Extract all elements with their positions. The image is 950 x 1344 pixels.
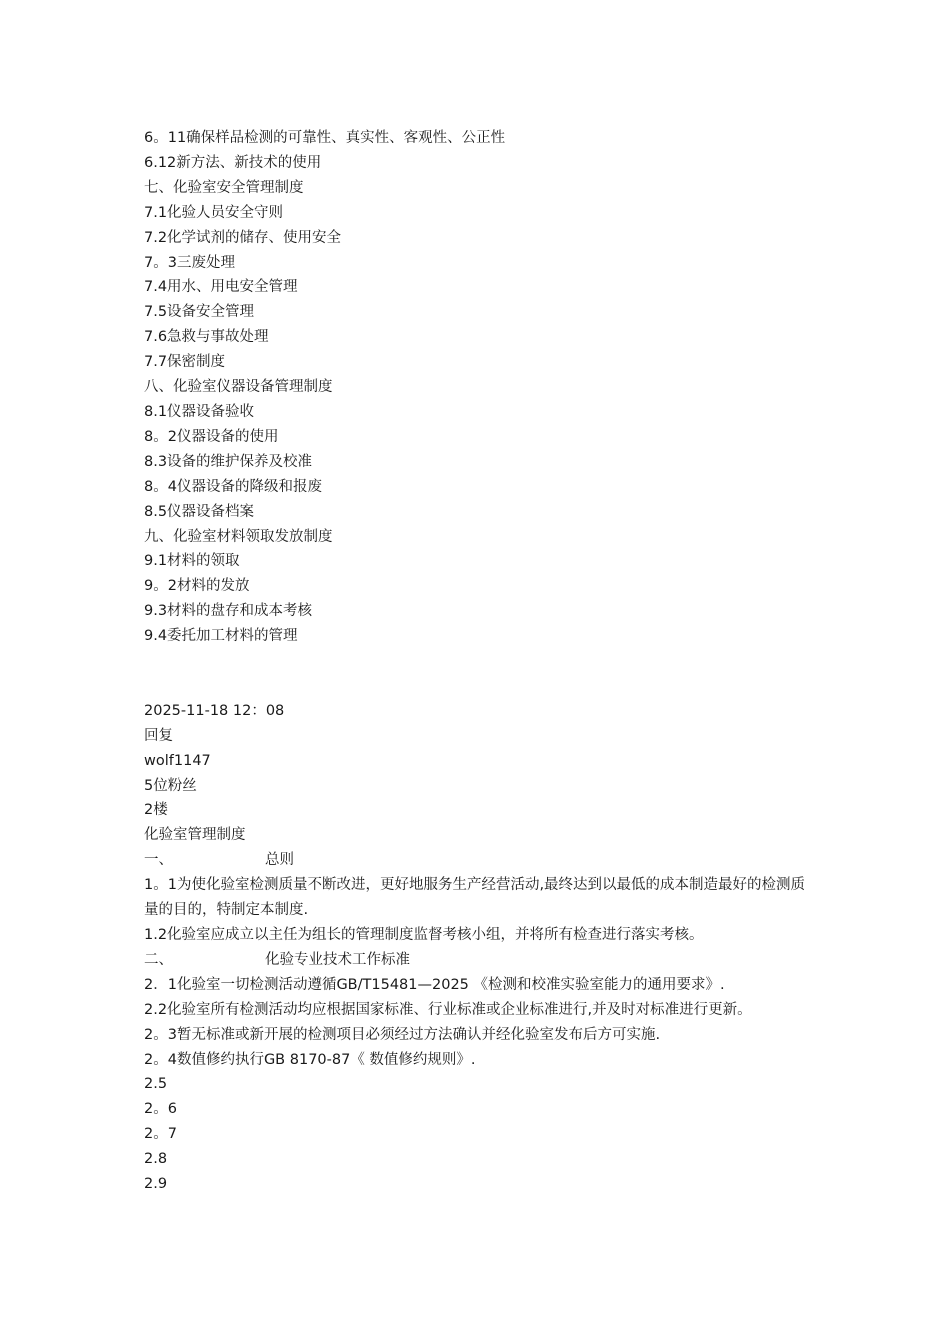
toc-heading: 七、化验室安全管理制度 [144,179,304,196]
toc-line: 9.4委托加工材料的管理 [144,628,298,645]
section-heading [144,948,810,973]
toc-line: 7.2化学试剂的储存、使用安全 [144,229,342,246]
section-number: 一、 [144,852,173,869]
paragraph: 2。6 [144,1101,177,1118]
paragraph: 2。3暂无标准或新开展的检测项目必须经过方法确认并经化验室发布后方可实施. [144,1026,661,1043]
toc-line: 8。4仪器设备的降级和报废 [144,478,322,495]
paragraph: 2．1化验室一切检测活动遵循GB/T15481—2025 《检测和校准实验室能力的通用要求》. [144,976,725,993]
toc-line: 6.12新方法、新技术的使用 [144,154,322,171]
toc-line: 7.5设备安全管理 [144,304,255,321]
document-title: 化验室管理制度 [144,827,246,844]
toc-line: 8.5仪器设备档案 [144,503,255,520]
paragraph: 2。4数值修约执行GB 8170-87《 数值修约规则》. [144,1051,476,1068]
paragraph: 2.2化验室所有检测活动均应根据国家标准、行业标准或企业标准进行,并及时对标准进行更新。 [144,1001,752,1018]
document-content [144,126,810,1197]
section-number: 二、 [144,951,173,968]
toc-line: 7。3三废处理 [144,254,235,271]
paragraph: 1.2化验室应成立以主任为组长的管理制度监督考核小组，并将所有检查进行落实考核。 [144,926,704,943]
paragraph: 2.9 [144,1176,168,1193]
toc-line: 8.3设备的维护保养及校准 [144,453,313,470]
spacer [144,649,810,699]
follower-count: 5位粉丝 [144,777,197,794]
paragraph: 2.8 [144,1151,168,1168]
toc-heading: 八、化验室仪器设备管理制度 [144,379,333,396]
paragraph: 2。7 [144,1126,177,1143]
toc-line: 8.1仪器设备验收 [144,403,255,420]
username-link[interactable]: wolf1147 [144,752,211,769]
paragraph: 2.5 [144,1076,168,1093]
toc-line: 7.6急救与事故处理 [144,329,269,346]
toc-line: 6。11确保样品检测的可靠性、真实性、客观性、公正性 [144,130,506,146]
toc-line: 9。2材料的发放 [144,578,250,595]
toc-line: 7.1化验人员安全守则 [144,204,284,221]
toc-line: 7.4用水、用电安全管理 [144,279,298,296]
toc-line: 8。2仪器设备的使用 [144,428,279,445]
section-heading [144,848,810,873]
toc-line: 7.7保密制度 [144,354,226,371]
toc-line: 9.1材料的领取 [144,553,240,570]
paragraph: 1。1为使化验室检测质量不断改进，更好地服务生产经营活动,最终达到以最低的成本制造最好的检测质量的目的，特制定本制度. [144,877,806,919]
toc-line: 9.3材料的盘存和成本考核 [144,603,313,620]
section-title: 化验专业技术工作标准 [265,951,410,968]
section-title: 总则 [265,852,294,869]
floor-number: 2楼 [144,802,168,819]
post-timestamp: 2025-11-18 12：08 [144,702,285,719]
toc-heading: 九、化验室材料领取发放制度 [144,528,333,545]
reply-link[interactable]: 回复 [144,727,173,744]
